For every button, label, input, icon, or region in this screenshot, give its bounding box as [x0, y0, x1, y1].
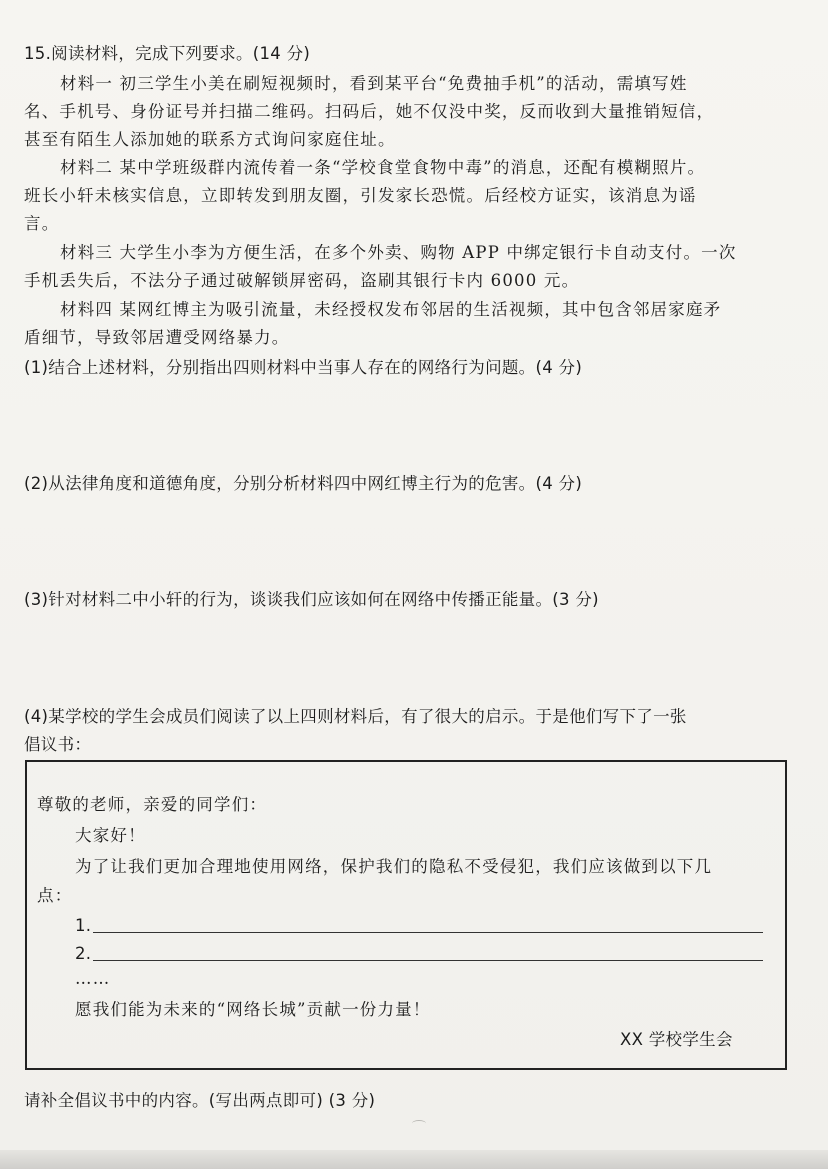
proposal-item-1-blank[interactable] — [93, 932, 763, 933]
proposal-signature: XX 学校学生会 — [620, 1030, 733, 1049]
material-2-line-2: 班长小轩未核实信息，立即转发到朋友圈，引发家长恐慌。后经校方证实，该消息为谣 — [24, 186, 697, 205]
proposal-item-2-blank[interactable] — [93, 960, 763, 961]
sub-question-2: (2)从法律角度和道德角度，分别分析材料四中网红博主行为的危害。(4 分) — [24, 474, 583, 493]
material-4-line-1: 材料四 某网红博主为吸引流量，未经授权发布邻居的生活视频，其中包含邻居家庭矛 — [60, 300, 722, 319]
material-2-line-3: 言。 — [24, 214, 60, 233]
proposal-greeting: 大家好！ — [75, 826, 146, 845]
footer-instruction: 请补全倡议书中的内容。(写出两点即可) (3 分) — [24, 1091, 376, 1110]
material-2-line-1: 材料二 某中学班级群内流传着一条“学校食堂食物中毒”的消息，还配有模糊照片。 — [60, 158, 706, 177]
material-4-line-2: 盾细节，导致邻居遭受网络暴力。 — [24, 328, 290, 347]
material-1-line-3: 甚至有陌生人添加她的联系方式询问家庭住址。 — [24, 130, 396, 149]
sub-question-4-line-2: 倡议书： — [24, 735, 92, 754]
paper-scuff-mark — [412, 1120, 426, 1127]
sub-question-1: (1)结合上述材料，分别指出四则材料中当事人存在的网络行为问题。(4 分) — [24, 358, 583, 377]
proposal-closing: 愿我们能为未来的“网络长城”贡献一份力量！ — [75, 1000, 431, 1019]
material-3-line-1: 材料三 大学生小李为方便生活，在多个外卖、购物 APP 中绑定银行卡自动支付。一次 — [60, 243, 737, 262]
proposal-body-line-1: 为了让我们更加合理地使用网络，保护我们的隐私不受侵犯，我们应该做到以下几 — [75, 857, 713, 876]
material-3-line-2: 手机丢失后，不法分子通过破解锁屏密码，盗刷其银行卡内 6000 元。 — [24, 271, 580, 290]
sub-question-4-line-1: (4)某学校的学生会成员们阅读了以上四则材料后，有了很大的启示。于是他们写下了一张 — [24, 707, 687, 726]
proposal-box — [25, 760, 787, 1070]
proposal-salutation: 尊敬的老师，亲爱的同学们： — [37, 795, 268, 814]
question-header: 15.阅读材料，完成下列要求。(14 分) — [24, 44, 311, 63]
material-1-line-1: 材料一 初三学生小美在刷短视频时，看到某平台“免费抽手机”的活动，需填写姓 — [60, 74, 688, 93]
material-1-line-2: 名、手机号、身份证号并扫描二维码。扫码后，她不仅没中奖，反而收到大量推销短信， — [24, 102, 715, 121]
proposal-ellipsis: …… — [75, 969, 111, 988]
proposal-body-line-2: 点： — [37, 886, 73, 905]
proposal-item-1-label: 1. — [75, 916, 92, 935]
scan-edge-shadow — [0, 1150, 828, 1169]
proposal-item-2-label: 2. — [75, 944, 92, 963]
sub-question-3: (3)针对材料二中小轩的行为，谈谈我们应该如何在网络中传播正能量。(3 分) — [24, 590, 599, 609]
